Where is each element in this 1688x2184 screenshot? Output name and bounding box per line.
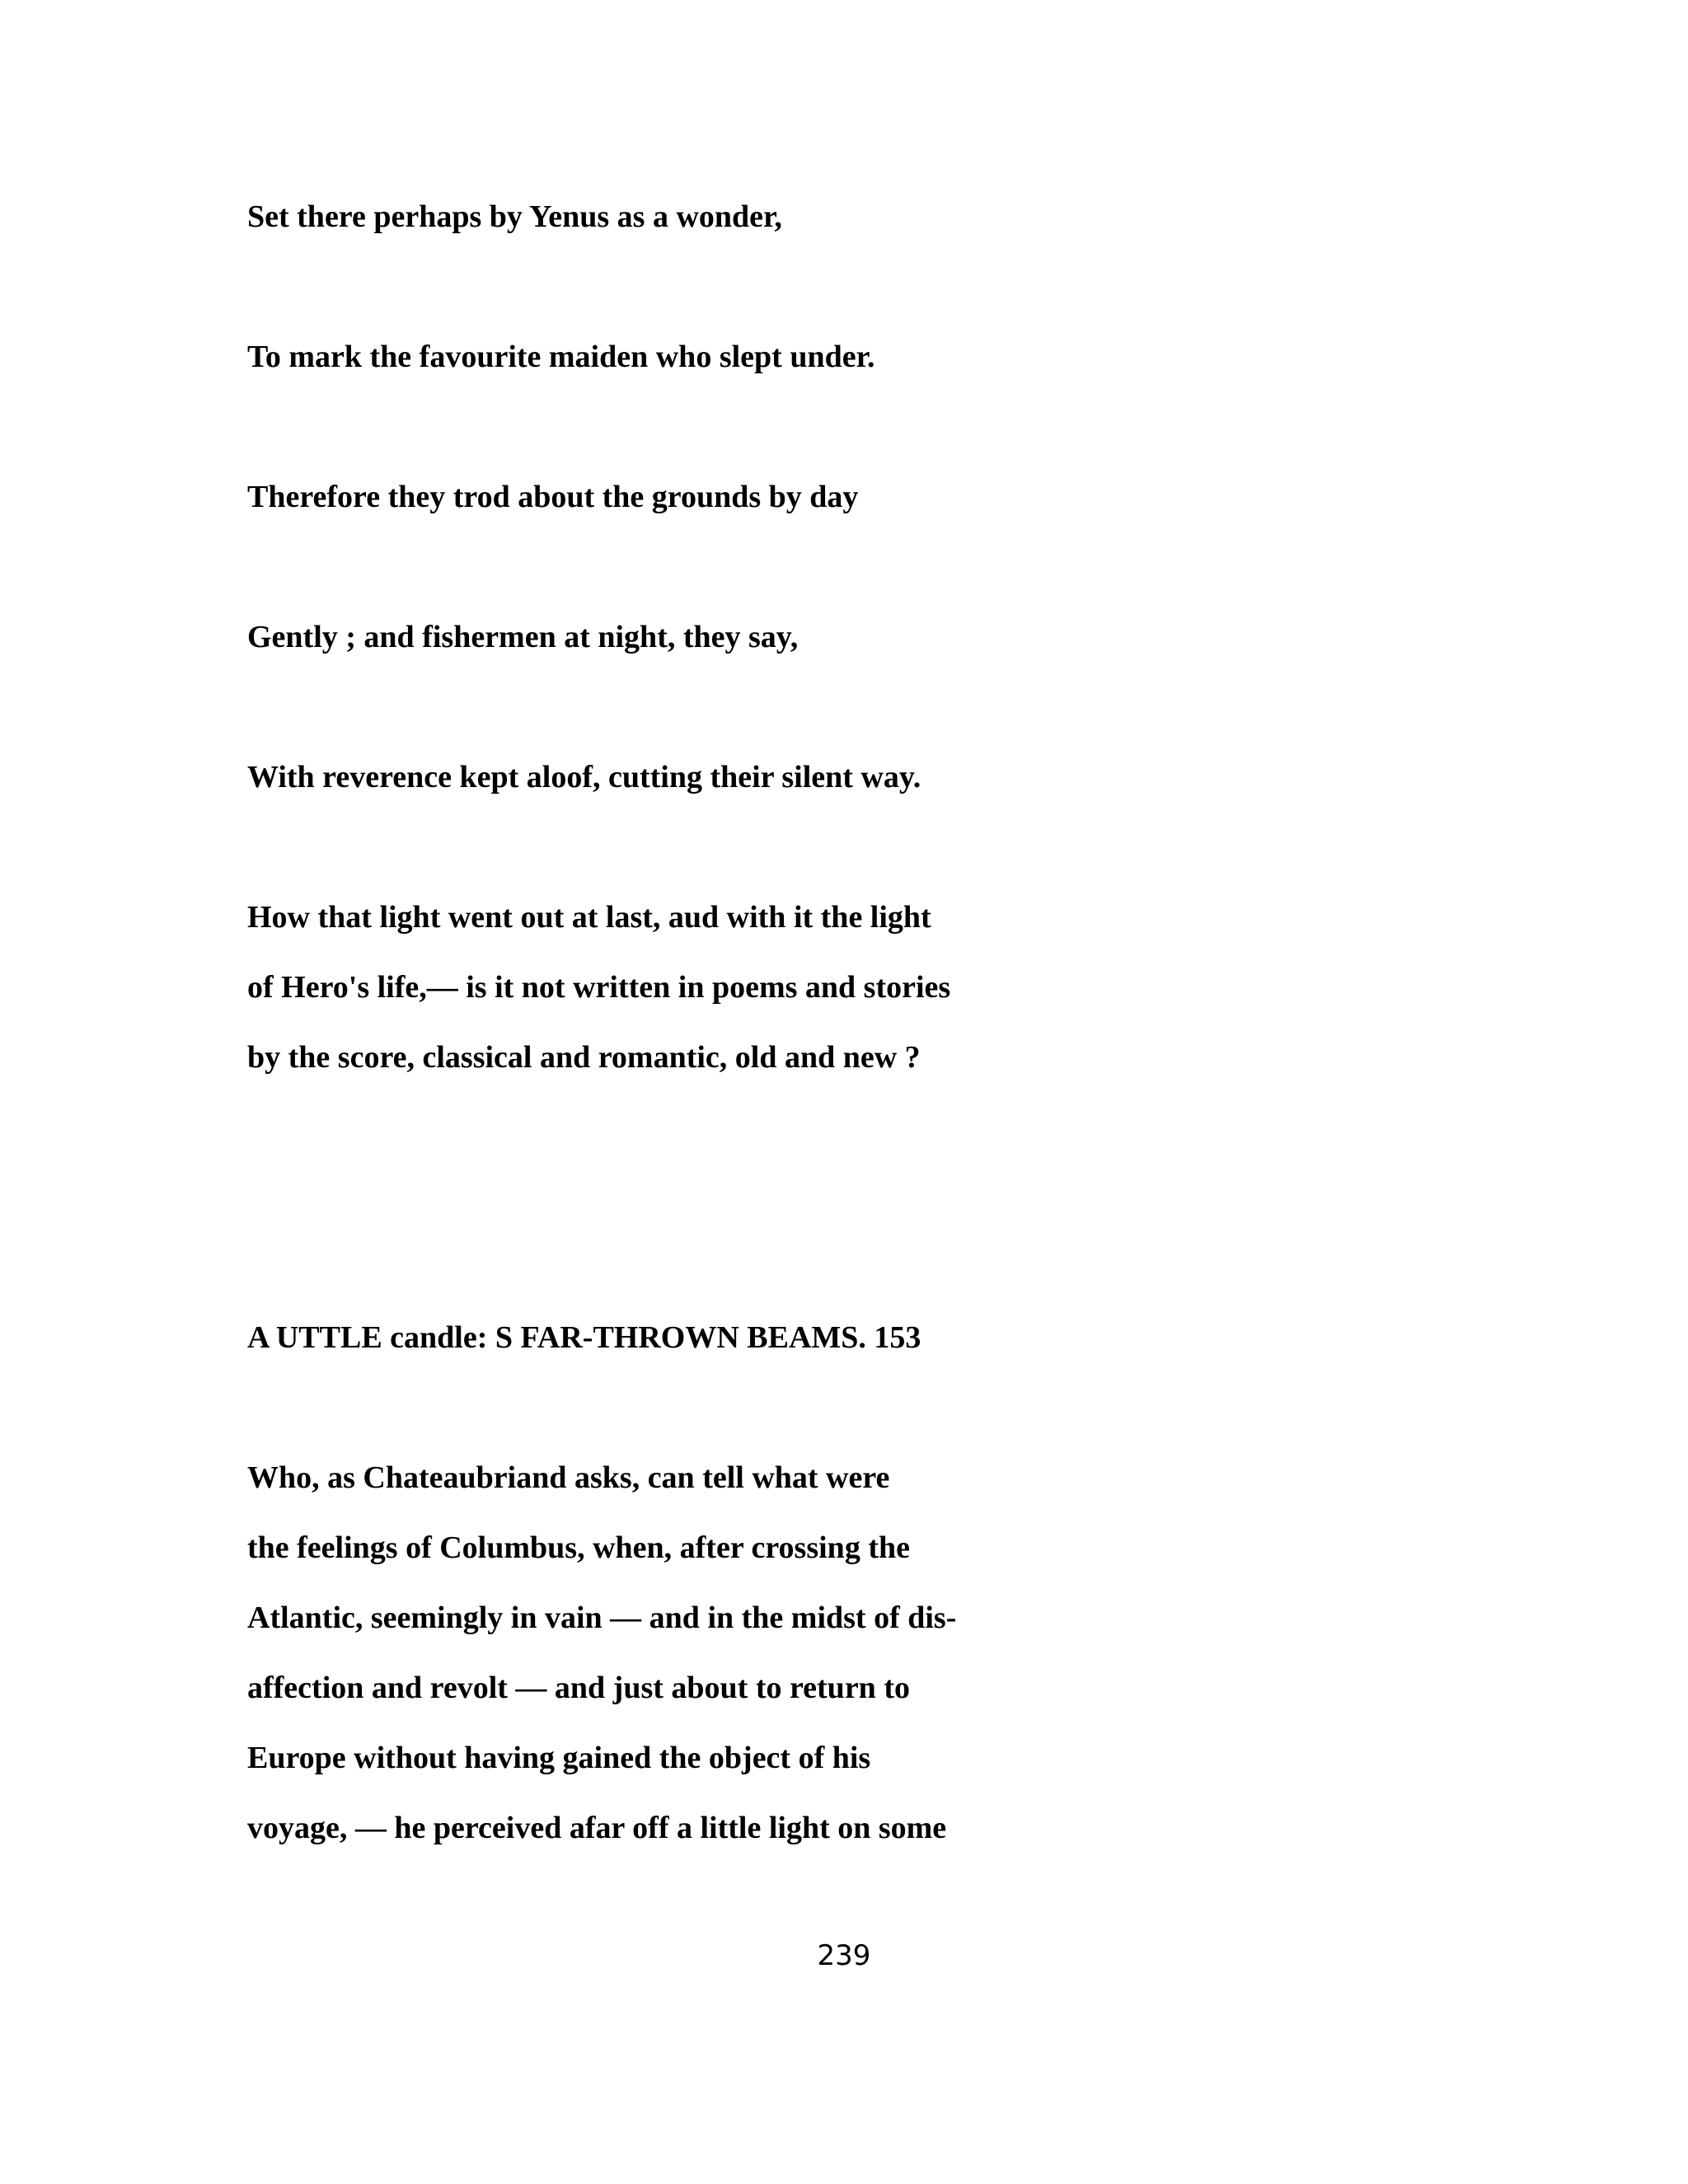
paragraph-line: Atlantic, seemingly in vain — and in the midst of dis- — [247, 1601, 957, 1635]
paragraph-line: by the score, classical and romantic, old and new ? — [247, 1040, 921, 1075]
verse-line: With reverence kept aloof, cutting their silent way. — [247, 760, 921, 794]
verse-line: Gently ; and fishermen at night, they say, — [247, 620, 799, 654]
verse-line: Set there perhaps by Yenus as a wonder, — [247, 199, 782, 234]
verse-line: To mark the favourite maiden who slept under. — [247, 340, 875, 374]
paragraph-line: How that light went out at last, aud with it the light — [247, 900, 931, 935]
paragraph-line: voyage, — he perceived afar off a little light on some — [247, 1811, 947, 1845]
paragraph-line: Europe without having gained the object of his — [247, 1741, 871, 1775]
paragraph-line: the feelings of Columbus, when, after crossing the — [247, 1530, 910, 1565]
running-header: A UTTLE candle: S FAR-THROWN BEAMS. 153 — [247, 1320, 921, 1355]
paragraph-line: Who, as Chateaubriand asks, can tell what were — [247, 1460, 890, 1495]
paragraph-line: affection and revolt — and just about to return to — [247, 1671, 910, 1705]
page-number: 239 — [817, 1939, 871, 1972]
verse-line: Therefore they trod about the grounds by day — [247, 480, 859, 514]
paragraph-line: of Hero's life,— is it not written in poems and stories — [247, 970, 951, 1005]
